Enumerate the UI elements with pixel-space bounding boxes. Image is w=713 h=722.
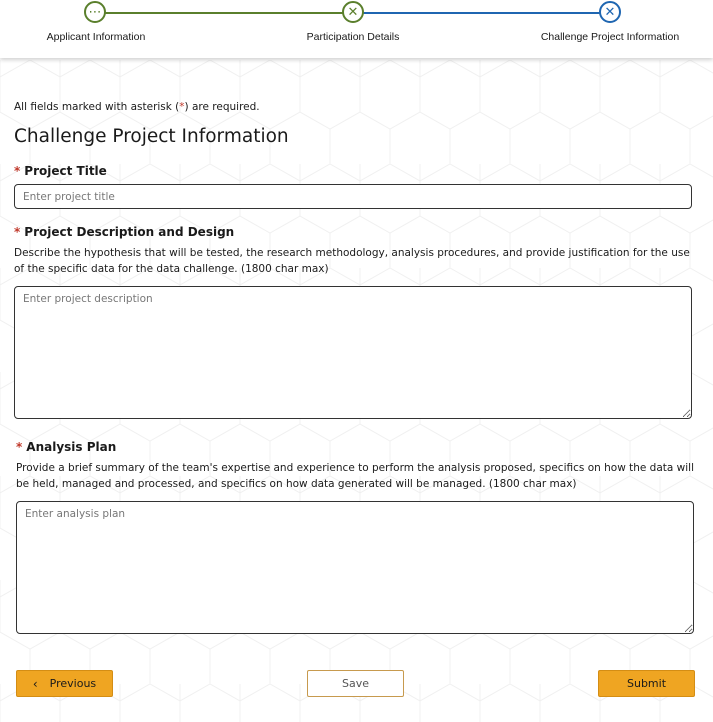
required-asterisk: *	[14, 164, 21, 178]
analysis-plan-textarea[interactable]	[16, 501, 694, 634]
progress-stepper	[0, 0, 713, 58]
project-description-help: Describe the hypothesis that will be tested, the research methodology, analysis procedures, and provide justification for the use of the specific data for the data challenge. (1800 char max)	[14, 247, 690, 275]
chevron-left-icon: ‹	[32, 676, 38, 691]
page-title: Challenge Project Information	[14, 126, 289, 147]
project-title-input[interactable]	[14, 184, 692, 209]
save-button[interactable]: Save	[307, 670, 404, 697]
step-1-ellipsis-icon[interactable]	[84, 1, 106, 23]
project-description-textarea[interactable]	[14, 286, 692, 419]
step-label-participation-details[interactable]: Participation Details	[306, 31, 400, 43]
required-fields-note: All fields marked with asterisk (*) are required.	[14, 101, 260, 113]
x-icon: ✕	[347, 4, 359, 20]
step-connector-completed	[95, 12, 353, 14]
required-asterisk: *	[14, 225, 21, 239]
required-asterisk: *	[179, 101, 185, 113]
step-label-applicant-information[interactable]: Applicant Information	[46, 31, 146, 43]
analysis-plan-label: * Analysis Plan	[16, 440, 117, 454]
previous-button[interactable]: ‹ Previous	[16, 670, 113, 697]
x-icon: ✕	[604, 4, 616, 20]
analysis-plan-help: Provide a brief summary of the team's expertise and experience to perform the analysis proposed, specifics on how the data will be held, managed and processed, and specifics on how data generated will be managed. (1800 char max)	[16, 462, 695, 490]
step-connector-current	[353, 12, 610, 14]
step-label-challenge-project-information[interactable]: Challenge Project Information	[540, 31, 680, 43]
project-description-label: * Project Description and Design	[14, 225, 235, 239]
ellipsis-icon: ⋯	[88, 4, 102, 20]
submit-button[interactable]: Submit	[598, 670, 695, 697]
required-asterisk: *	[16, 440, 23, 454]
step-3-x-icon[interactable]	[599, 1, 621, 23]
step-2-x-icon[interactable]	[342, 1, 364, 23]
project-title-label: * Project Title	[14, 164, 107, 178]
